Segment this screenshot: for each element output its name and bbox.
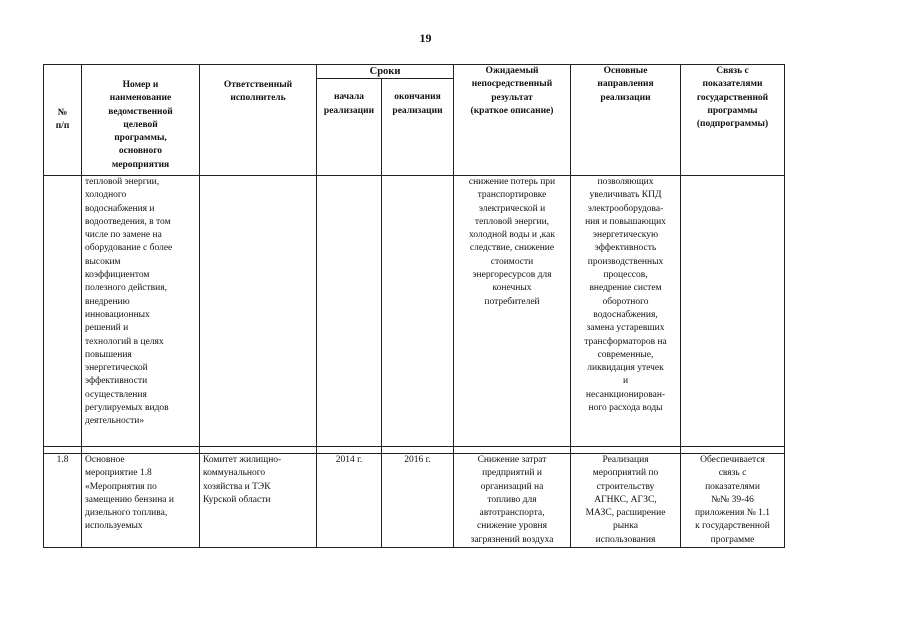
row-start <box>317 176 382 447</box>
row-end <box>382 176 454 447</box>
row-result: снижение потерь при транспортировке электрической и тепловой энергии, холодной воды и ,как следствие, снижение стоимости энергоресурсов для конечных потребителей <box>454 176 571 447</box>
row-link: Обеспечивается связь с показателями №№ 39-46 приложения № 1.1 к государственной программе <box>681 454 785 548</box>
row-directions: позволяющих увеличивать КПД электрооборудова- ния и повышающих энергетическую эффективность производственных процессов, внедрение систем оборотного водоснабжения, замена устаревших трансформаторов на современные, ликвидация утечек и несанкционирован- ного расхода воды <box>571 176 681 447</box>
row-directions: Реализация мероприятий по строительству АГНКС, АГЗС, МАЗС, расширение рынка использования <box>571 454 681 548</box>
header-row <box>44 65 785 79</box>
header-end: окончания реализации <box>382 79 454 176</box>
row-executor <box>200 176 317 447</box>
row-end: 2016 г. <box>382 454 454 548</box>
program-table <box>43 64 785 548</box>
header-name: Номер и наименование ведомственной целевой программы, основного мероприятия <box>82 65 200 176</box>
header-start: начала реализации <box>317 79 382 176</box>
header-directions: Основные направления реализации <box>571 65 681 176</box>
row-num <box>44 176 82 447</box>
page-number: 19 <box>419 31 432 45</box>
row-separator <box>44 447 785 454</box>
row-name: Основное мероприятие 1.8 «Мероприятия по замещению бензина и дизельного топлива, используемых <box>82 454 200 548</box>
row-link <box>681 176 785 447</box>
row-name: тепловой энергии, холодного водоснабжения и водоотведения, в том числе по замене на оборудование с более высоким коэффициентом полезного действия, внедрению инновационных решений и технологий в целях повышения энергетической эффективности осуществления регулируемых видов деятельности» <box>82 176 200 447</box>
row-start: 2014 г. <box>317 454 382 548</box>
row-result: Снижение затрат предприятий и организаций на топливо для автотранспорта, снижение уровня загрязнений воздуха <box>454 454 571 548</box>
header-terms: Сроки <box>317 65 454 79</box>
table-row <box>44 454 785 548</box>
header-executor: Ответственный исполнитель <box>200 65 317 176</box>
header-num: № п/п <box>44 65 82 176</box>
row-num: 1.8 <box>44 454 82 548</box>
table-row <box>44 176 785 447</box>
header-result: Ожидаемый непосредственный результат (краткое описание) <box>454 65 571 176</box>
header-link: Связь с показателями государственной программы (подпрограммы) <box>681 65 785 176</box>
row-executor: Комитет жилищно- коммунального хозяйства и ТЭК Курской области <box>200 454 317 548</box>
